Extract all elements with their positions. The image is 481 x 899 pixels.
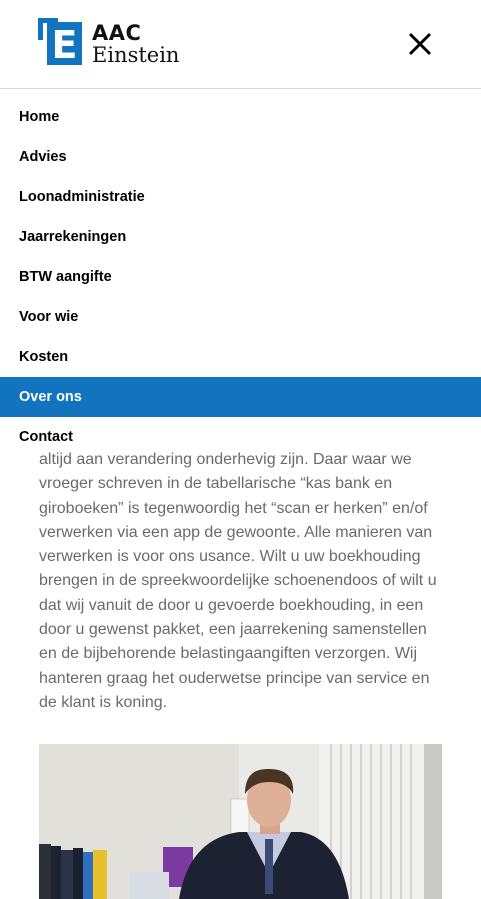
team-photo xyxy=(39,744,442,899)
menu-item-contact[interactable]: Contact xyxy=(19,429,73,445)
logo-letter: E xyxy=(51,23,78,66)
portrait-image xyxy=(39,744,442,899)
menu-item-kosten[interactable]: Kosten xyxy=(19,349,69,365)
brand-name-line2: Einstein xyxy=(92,43,180,67)
logo-mark-icon xyxy=(38,18,84,66)
menu-item-advies[interactable]: Advies xyxy=(19,149,67,165)
menu-item-voor-wie[interactable]: Voor wie xyxy=(19,309,79,325)
menu-item-home[interactable]: Home xyxy=(19,109,60,125)
close-menu-button[interactable] xyxy=(404,28,436,60)
menu-item-over-ons[interactable]: Over ons xyxy=(0,377,481,417)
close-icon xyxy=(404,28,436,60)
brand-logo[interactable] xyxy=(38,18,188,70)
site-header xyxy=(0,0,481,89)
menu-item-jaarrekeningen[interactable]: Jaarrekeningen xyxy=(19,229,127,245)
menu-item-btw-aangifte[interactable]: BTW aangifte xyxy=(19,269,112,285)
menu-item-loonadministratie[interactable]: Loonadministratie xyxy=(19,189,145,205)
brand-name xyxy=(92,23,179,66)
about-text: altijd aan verandering onderhevig zijn. Daar waar we vroeger schreven in de tabellarische “kas bank en giroboeken” is tegenwoordig het “scan er herken” en/of verwerken via een app de gewoonte. Alle manieren van verwerken is voor ons usance. Wilt u uw boekhouding brengen in de spreekwoordelijke schoenendoos of wilt u dat wij vanuit de door u gevoerde boekhouding, in een door u gewenst pakket, een jaarrekening samenstellen en de bijbehorende belastingaangiften verzorgen. Wij hanteren graag het ouderwetse principe van service en de klant is koning. xyxy=(39,451,437,711)
brand-name-line1: AAC xyxy=(92,21,142,45)
main-navigation xyxy=(0,97,481,457)
